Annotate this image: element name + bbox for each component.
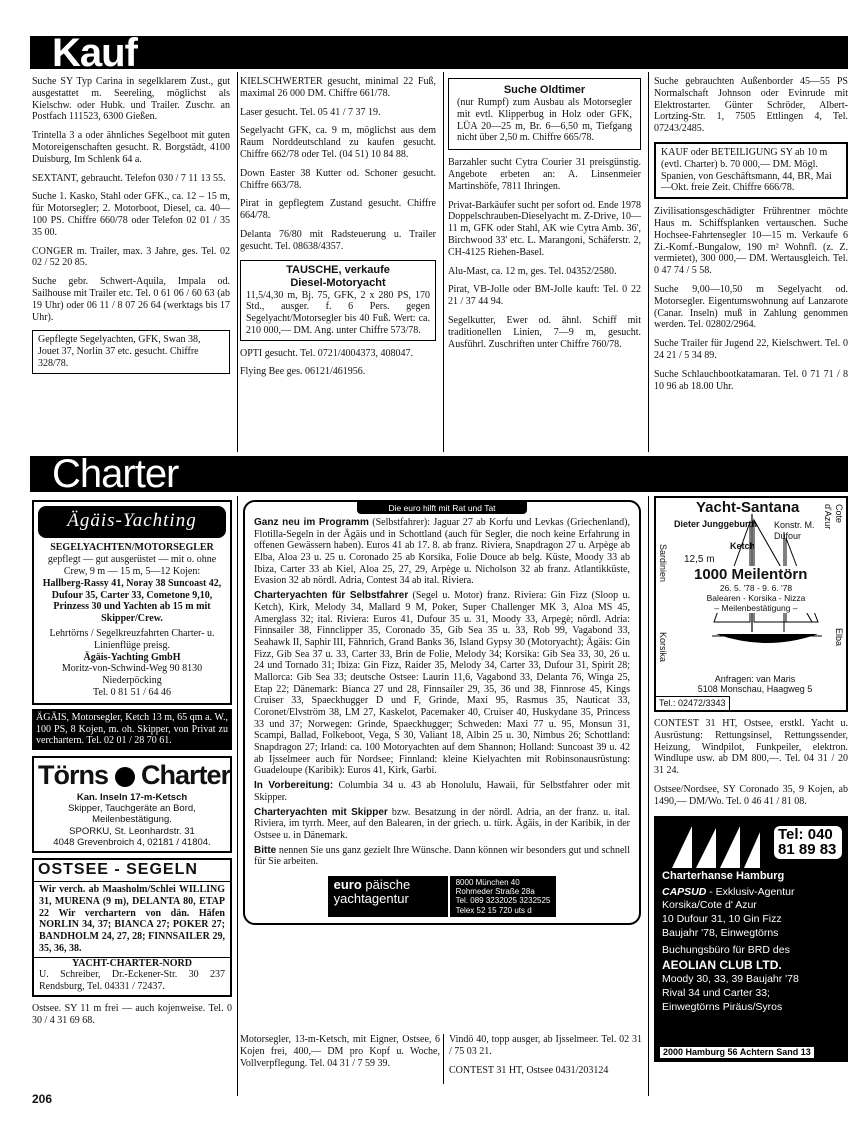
sails-icon <box>662 824 762 868</box>
euro-logo <box>328 876 448 917</box>
classified-ad: CONTEST 31 HT, Ostsee 0431/203124 <box>449 1064 609 1076</box>
kauf-header-bar <box>30 31 848 75</box>
aegais-motorsegler-ad: ÄGÄIS, Motorsegler, Ketch 13 m, 65 qm a. W., 100 PS, 8 Kojen, m. oh. Skipper, von Privat zu verchartern. Tel. 02 01 / 28 70 61. <box>32 709 232 750</box>
euro-address <box>450 876 557 917</box>
classified-ad: Alu-Mast, ca. 12 m, ges. Tel. 04352/2580. <box>448 265 617 277</box>
santana-contact: 5108 Monschau, Haagweg 5 <box>697 684 813 695</box>
charterhanse-name: Charterhanse Hamburg <box>662 869 785 882</box>
kauf-column-3 <box>448 78 641 357</box>
column-divider <box>237 72 238 452</box>
classified-ad: Zivilisationsgeschädigter Frührentner möchte Haus m. Schiffsplanken vertauschen. Suche Hochsee-Fahrtensegler 10—15 m. Verkaufe 6 Zi.-Komf.-Bungalow, 190 m² Wohnfl. (z. Z. vermietet), 300 000,— DM. Wertausgleich. Tel. 0 47 74 / 5 58. <box>654 206 848 277</box>
classified-ad: Delanta 76/80 mit Radsteuerung u. Trailer gesucht. Tel. 08638/4357. <box>240 228 436 252</box>
boxed-ad-title: TAUSCHE, verkaufe <box>286 263 390 276</box>
toerns-text: SPORKU, St. Leonhardstr. 31 <box>69 825 195 837</box>
euro-address-line: Rohmeder Straße 28a <box>455 887 535 897</box>
santana-note: – Meilenbestätigung – <box>714 602 798 613</box>
capsud-logo: CAPSUD <box>662 885 707 898</box>
charterhanse-address: 2000 Hamburg 56 Achtern Sand 13 <box>660 1047 814 1058</box>
column-divider <box>648 496 649 1096</box>
classified-ad: CONGER m. Trailer, max. 3 Jahre, ges. Tel. 02 02 / 52 20 85. <box>32 245 230 269</box>
classified-ad: Privat-Barkäufer sucht per sofort od. Ende 1978 Doppelschrauben-Dieselyacht m. Z-Drive, 10—11 m, GFK oder Stahl, AK wie Cytra Amb. 36', Birchwood 33' etc. L. Marangoni, Schäferstr. 2, CH-4125 Riehen-Basel. <box>448 199 641 258</box>
classified-ad: Vindö 40, topp ausger, ab Ijsselmeer. Tel. 02 31 / 75 03 21. <box>449 1034 642 1057</box>
classified-ad: SEXTANT, gebraucht. Telefon 030 / 7 11 13 55. <box>32 172 226 184</box>
charterhanse-text: Baujahr '78, Einwegtörns <box>662 926 779 939</box>
ostsee-segeln-ad <box>32 858 232 997</box>
charter-column-3 <box>654 496 848 1062</box>
charterhanse-text: Moody 30, 33, 39 Baujahr '78 <box>662 973 799 986</box>
santana-region-label: Elba <box>834 628 844 647</box>
santana-designer: Konstr. M. Dufour <box>774 520 815 541</box>
boxed-ad-text: Gepflegte Segelyachten, GFK, Swan 38, Jouet 37, Norlin 37 etc. gesucht. Chiffre 328/78. <box>38 334 201 369</box>
classified-ad: Flying Bee ges. 06121/461956. <box>240 366 366 378</box>
aegais-phone: Tel. 0 81 51 / 64 46 <box>93 686 171 698</box>
toerns-text: 4048 Grevenbroich 4, 02181 / 41804. <box>53 836 211 848</box>
kauf-column-2 <box>240 76 436 385</box>
euro-section-head: Bitte <box>254 844 277 856</box>
euro-ad-box <box>243 500 641 925</box>
santana-route: Balearen - Korsika - Nizza <box>706 592 806 603</box>
toerns-text: Skipper, Tauchgeräte an Bord, Meilenbestätigung. <box>68 803 196 826</box>
charterhanse-ad <box>654 816 848 1062</box>
charterhanse-text: - Exklusiv-Agentur <box>706 885 795 898</box>
boxed-ad <box>32 330 230 373</box>
classified-ad: Ostsee/Nordsee, SY Coronado 35, 9 Kojen, ab 1490,— DM/Wo. Tel. 0 46 41 / 81 08. <box>654 783 848 807</box>
toerns-text: Kan. Inseln 17-m-Ketsch <box>76 792 188 804</box>
classified-ad: Segelyacht GFK, ca. 9 m, möglichst aus dem Raum Norddeutschland zu kaufen gesucht. Chiffre 662/78 oder Tel. (04 51) 10 84 88. <box>240 125 436 160</box>
yacht-santana-ad <box>654 496 848 712</box>
ostsee-text: Wir verch. ab Maasholm/Schlei WILLING 31, MURENA (9 m), DELANTA 80, ETAP 22 Wir verchartern von dän. Häfen NORLIN 34, 37; BIANCA 27; POKER 27; BANDHOLM 24, 27, 28; FINNSAILER 29, 35, 36, 38. <box>39 883 225 954</box>
euro-agentur-ad <box>243 500 641 925</box>
euro-section-head: Ganz neu im Programm <box>254 517 369 529</box>
toerns-logo-right: Charter <box>141 760 231 791</box>
euro-section-head: Charteryachten für Selbstfahrer <box>254 590 409 602</box>
charterhanse-sails-graphic <box>662 824 762 872</box>
santana-length: 12,5 m <box>684 554 715 565</box>
euro-address-line: Tel. 089 3232025 3232525 <box>455 896 551 906</box>
classified-ad: Ostsee. SY 11 m frei — auch kojenweise. Tel. 0 30 / 4 31 69 68. <box>32 1003 232 1026</box>
euro-section-head: Charteryachten mit Skipper <box>254 806 388 818</box>
ostsee-title: OSTSEE - SEGELN <box>34 860 230 882</box>
kauf-column-4 <box>654 76 848 399</box>
ostsee-address: U. Schreiber, Dr.-Eckener-Str. 30 237 Rendsburg, Tel. 04331 / 72437. <box>39 969 225 993</box>
charterhanse-phone-text: Tel: 040 81 89 83 <box>778 825 837 859</box>
santana-headline: 1000 Meilentörn <box>694 566 808 583</box>
toerns-logo <box>38 760 231 792</box>
toerns-charter-ad <box>32 756 232 853</box>
charterhanse-text: Rival 34 und Carter 33; <box>662 987 770 1000</box>
euro-section-text: (Segel u. Motor) franz. Riviera: Gin Fizz (Sloop u. Ketch), Kirk, Melody 34, Mallard 9 M, Poker, Super Challenger MK 3, Aloa MS 45, Amerglass 32; ital. Riviera: Euros 41, Dufour 35 u. 31, Moody 33, Arpegè; nördl. Adria: Finnsailer 38, Finnclipper 35, Coronado 35, Gib Sea 35 u. 33, Rob 99, Vagabond 33, Seahawk II, Saphir III, Fähnrich, Grand Banks 36, Island Gypsy 30 (Motoryacht); Ägäis: Gin Fizz, Gib Sea 37 u. 33, Carter 33, Brin de Folie, Melody 34; Korsika: Gib Sea 33, 30, 26 u. 24 und Tornado 31; Ibiza: Gin Fizz, Raider 35, Melody 34, Carter 33, Dufour 31, Spirit 28; Mallorca: Gib Sea 33; deutsche Ostsee: Laurin 11,6, Vagabond 33, Delanta 76, Winga 25, Etap 22; Dänemark: Bianca 27 und 28, Finnsailer 29, 35, 36 und 38, Finnrose 45, Kings Cruiser 33, Spaeckhugger D und F, Grinde, Maxi 95, Rasmus 35, Nauticat 33, Coronet/Elvström 38, LM 27, Kaskelot, Pacemaker 40, Cruiser 40, Huskydane 35, Princess 33 und 37; Norwegen: Grinde, Spaeckhugger; Schweden: Maxi 77 u. 95, Monsun 31, Scampi, Ballad, Folkeboot, Vega, S 30, Valiant 18, Albin 25 u. 30, Nimbus 26; Schottland: Snapdragon 27; Irland: ca. 100 Motoryachten auf dem Shannon; Holland: Suncoast 39 u. 42 ab Ijsselmeer auch für Nordsee; Finnland: kleine Kielyachten mit Robinsonausrüstung: Guadeloupe (Karibik): Euros 41, Kirk, Garbi. <box>254 590 630 777</box>
classified-ad: Segelkutter, Ewer od. ähnl. Schiff mit traditionellen Linien, 7—9 m, gesucht. Ausführl. Zuschriften unter Chiffre 760/78. <box>448 314 641 350</box>
classified-ad: Suche Schlauchbootkatamaran. Tel. 0 71 71 / 8 10 96 ab 18.00 Uhr. <box>654 368 848 392</box>
classified-ad: Trintella 3 a oder ähnliches Segelboot mit guten Motoreigenschaften gesucht. R. Borgstädt, 4100 Duisburg, Im Schlenk 64 a. <box>32 130 230 165</box>
classified-ad: Down Easter 38 Kutter od. Schoner gesucht. Chiffre 663/78. <box>240 167 436 191</box>
charterhanse-phone <box>774 826 842 860</box>
classified-ad: Motorsegler, 13-m-Ketsch, mit Eigner, Ostsee, 6 Kojen frei, 400,— DM pro Kopf u. Woche, Vollverpflegung. Tel. 04 31 / 7 59 39. <box>240 1034 440 1069</box>
kauf-column-1 <box>32 76 230 381</box>
boxed-ad-title: Diesel-Motoryacht <box>290 276 386 289</box>
boxed-ad-text: 11,5/4,30 m, Bj. 75, GFK, 2 x 280 PS, 170 Std., ausger. f. 6 Pers. gegen Segelyacht/Motorsegler bis 40 Fuß. Wert: ca. 210 000,— DM. Ang. unter Chiffre 573/78. <box>246 289 430 336</box>
classified-ad: Suche Trailer für Jugend 22, Kielschwert. Tel. 0 24 21 / 5 34 89. <box>654 338 848 361</box>
santana-region-label: Sardinien <box>658 544 668 583</box>
euro-footer <box>245 874 639 923</box>
page-number: 206 <box>32 1092 53 1106</box>
boxed-ad-text: KAUF oder BETEILIGUNG SY ab 10 m (evtl. Charter) b. 70 000,— DM. Mögl. Spanien, von Geschäftsmann, 44, BR, Mai—Okt. freie Zeit. Chiffre 666/78. <box>661 146 832 194</box>
aegais-logo <box>38 506 226 538</box>
charterhanse-club: AEOLIAN CLUB LTD. <box>662 957 782 972</box>
santana-phone: Tel.: 02472/3343 <box>656 696 730 710</box>
classified-ad: Suche SY Typ Carina in segelklarem Zust., gut ausgestattet m. Seereling, möglichst als Kielschw. oder Hubk. und Trailer. Zuschr. an Postfach 111523, 6300 Gießen. <box>32 76 230 123</box>
boxed-ad <box>240 260 436 341</box>
euro-address-line: Telex 52 15 720 uts d <box>455 905 532 915</box>
santana-region-label: Korsika <box>658 632 668 663</box>
aegais-text: Lehrtörns / Segelkreuzfahrten Charter- u. Linienflüge preisg. <box>49 627 215 651</box>
toerns-logo-left: Törns <box>38 760 109 791</box>
euro-section-text: Columbia 34 u. 43 ab Honolulu, Hawaii, für Selbstfahrer oder mit Skipper. <box>254 780 631 803</box>
column-divider <box>237 496 238 1096</box>
charterhanse-text: 10 Dufour 31, 10 Gin Fizz <box>662 912 782 925</box>
aegais-text: gepflegt — gut ausgerüstet — mit o. ohne Crew, 9 m — 15 m, 5—12 Kojen: <box>47 554 217 577</box>
santana-title: Yacht-Santana <box>696 499 800 516</box>
santana-dates: 26. 5. '78 - 9. 6. '78 <box>719 583 793 593</box>
aegais-title: SEGELYACHTEN/MOTORSEGLER <box>50 542 214 554</box>
santana-contact: Anfragen: van Maris <box>714 674 796 684</box>
aegais-company: Ägäis-Yachting GmbH <box>83 651 181 663</box>
charter-header-bar <box>30 452 848 496</box>
classified-ad: CONTEST 31 HT, Ostsee, erstkl. Yacht u. Ausrüstung: Rettungsinsel, Rettungssender, Heizung, Windpilot, Funkpeiler, elektron. Windlupe usw. ab DM 800,—. Tel. 04 31 / 20 31 24. <box>654 718 848 777</box>
charterhanse-text: Einwegtörns Piräus/Syros <box>662 1000 783 1013</box>
aegais-ad <box>32 500 232 705</box>
euro-section-text: nennen Sie uns ganz gezielt Ihre Wünsche. Dann können wir besonders gut und schnell für Sie arbeiten. <box>254 844 630 868</box>
sun-icon <box>115 767 135 787</box>
classified-ad: Suche 9,00—10,50 m Segelyacht od. Motorsegler. Eigentumswohnung auf Lanzarote (Canar. Inseln) muß in Zahlung genommen werden. Tel. 02802/2964. <box>654 283 848 331</box>
boxed-ad-title: Suche Oldtimer <box>503 84 586 96</box>
santana-region-label: Cote d'Azur <box>823 504 844 530</box>
column-divider <box>443 72 444 452</box>
classified-ad: Barzahler sucht Cytra Courier 31 preisgünstig. Angebote erbeten an: A. Linsenmeier Martinshöfe, 7811 Ihringen. <box>448 157 641 192</box>
santana-skipper: Dieter Junggeburth <box>674 519 758 529</box>
aegais-logo-text: Ägäis-Yachting <box>67 510 197 531</box>
classified-ad: Pirat, VB-Jolle oder BM-Jolle kauft: Tel. 0 22 21 / 37 44 94. <box>448 284 641 308</box>
euro-logo-bold: euro <box>333 876 362 892</box>
classified-ad: Pirat in gepflegtem Zustand gesucht. Chiffre 664/78. <box>240 198 436 222</box>
euro-section-text: (Selbstfahrer): Jaguar 27 ab Korfu und Levkas (Griechenland), Flotilla-Segeln in der Ägäis und in Schottland (auch für Segler, die noch keine Erfahrung in offenen Gewässern haben). Euros 41 ab 17. 8. ab franz. Riviera, Snapdragon 27 u. Arpège ab Elba, Aloa 23 u. 25 u. Coronado 25 ab Korsika, Folie Douce ab belg. Küste, Moody 33 ab Ibiza, Carter 33 ab Kiel, Aloa 25, 27, 29, Arpège u. Nicholson 32 ab franz. Atlantikküste, Evasion 32 ab nördl. Adria, Contest 34 ab ital. Riviera. <box>254 517 630 587</box>
charter-column-1 <box>32 500 232 1027</box>
euro-section-text: bzw. Besatzung in der nördl. Adria, an der franz. u. ital. Riviera, im tyrrh. Meer, auf den Balearen, in der griech. u. türk. Ägäis, in der Karibik, in der Ostsee u. in Dänemark. <box>254 806 630 841</box>
boxed-ad <box>448 78 641 150</box>
boxed-ad-text: (nur Rumpf) zum Ausbau als Motorsegler mit evtl. Klipperbug in Holz oder GFK, LÜA 20—25 m, Br. 6—6,50 m, Tiefgang nicht über 2,50 m. Chiffre 665/78. <box>457 96 632 144</box>
santana-type: Ketch <box>730 541 756 551</box>
kauf-header: Kauf <box>52 31 137 75</box>
classified-ad: KIELSCHWERTER gesucht, minimal 22 Fuß, maximal 26 000 DM. Chiffre 661/78. <box>240 76 436 99</box>
charterhanse-text: Korsika/Cote d' Azur <box>662 899 757 912</box>
aegais-address: Moritz-von-Schwind-Weg 90 8130 Niederpöcking <box>61 663 203 687</box>
classified-ad: Suche gebr. Schwert-Aquila, Impala od. Sailhouse mit Trailer etc. Tel. 0 61 06 / 60 63 (ab 19 Uhr) oder 06 11 / 8 07 26 64 (werktags bis 17 Uhr). <box>32 276 230 323</box>
column-divider <box>443 1034 444 1084</box>
classified-ad: Laser gesucht. Tel. 05 41 / 7 37 19. <box>240 106 381 118</box>
aegais-text: Hallberg-Rassy 41, Noray 38 Suncoast 42, Dufour 35, Carter 33, Cometone 9,10, Prinzess 30 und Yachten ab 15 m mit Skipper/Crew. <box>42 577 222 625</box>
charter-mid-bottom <box>240 1034 440 1076</box>
charter-header: Charter <box>52 452 179 496</box>
charterhanse-text: Buchungsbüro für BRD des <box>662 944 790 957</box>
column-divider <box>648 72 649 452</box>
classified-ad: OPTI gesucht. Tel. 0721/4004373, 408047. <box>240 347 413 359</box>
euro-section-head: In Vorbereitung: <box>254 780 334 792</box>
euro-address-line: 8000 München 40 <box>455 877 520 887</box>
euro-tagline: Die euro hilft mit Rat und Tat <box>357 502 527 514</box>
classified-ad: Suche 1. Kasko, Stahl oder GFK., ca. 12 – 15 m, für Motorsegler; 2. Motorboot, Diesel, ca. 40—100 PS. Chiffre 660/78 oder Telefon 02 01 / 35 35 00. <box>32 191 230 238</box>
charter-mid-bottom-right <box>449 1034 642 1083</box>
ostsee-company: YACHT-CHARTER-NORD <box>34 957 230 970</box>
boxed-ad <box>654 142 848 199</box>
euro-logo-rest: päische yachtagentur <box>333 876 411 907</box>
classified-ad: Suche gebrauchten Außenborder 45—55 PS Normalschaft Johnson oder Evinrude mit Elektrostarter. Günter Schröder, Albert-Lortzing-Str. 1, 7505 Ettlingen 4, Tel. 07243/2485. <box>654 76 848 135</box>
